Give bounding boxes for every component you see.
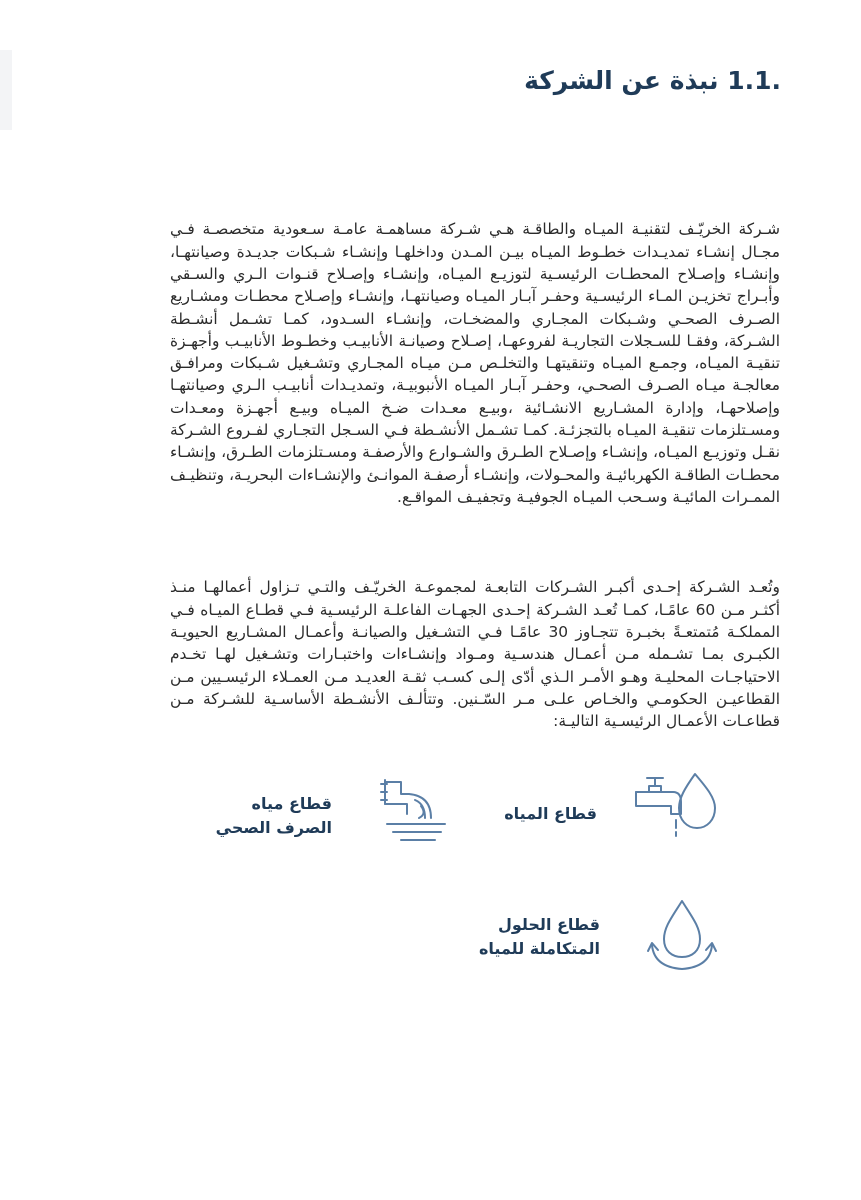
sector-integrated-solutions xyxy=(440,895,730,975)
sector-solutions-label-line1: قطاع الحلول xyxy=(497,915,600,934)
company-overview-paragraph: شـركة الخريّـف لتقنيـة الميـاه والطاقـة هـي شـركة مساهمـة عامـة سـعودية متخصصـة فـي مجـال إنشـاء تمديـدات خطـوط الميـاه بيـن المـدن وداخلهـا وإنشـاء شـبكات جديـدة وصيانتهـا، وإنشـاء وإصـلاح المحطـات الرئيسـية لتوزيـع الميـاه، وإنشـاء وإصـلاح قنـوات الـري والسـقي وأبـراج تخزيـن المـاء الرئيسـية وحفـر آبـار الميـاه وصيانتهـا، وإنشـاء وإصـلاح محطـات ومشـاريع الصـرف الصحـي وشـبكات المجـاري والمضخـات، وإنشـاء السـدود، كمـا تشـمل أنشـطة الشـركة، وفقـا للسـجلات التجاريـة لفروعهـا، إصـلاح وصيانـة الأنابيـب وخطـوط الأنابيـب وأجهـزة تنقيـة الميـاه، وجمـع الميـاه وتنقيتهـا والتخلـص مـن ميـاه المجـاري وتشـغيل شـبكات ومرافـق معالجـة ميـاه الصـرف الصحـي، وحفـر آبـار الميـاه الأنبوبيـة، وتمديـدات أنابيـب الـري وصيانتهـا وإصلاحهـا، وإدارة المشـاريع الانشـائية ،وبيـع معـدات ضـخ الميـاه وبيـع أجهـزة ومعـدات ومسـتلزمات تنقيـة الميـاه بالتجزئـة. كمـا تشـمل الأنشـطة فـي السـجل التجـاري لفـروع الشـركة نقـل وتوزيـع الميـاه، وإنشـاء وإصـلاح الطـرق والشـوارع والأرصفـة ومسـتلزمات الطـرق، وإنشـاء محطـات الطاقـة الكهربائيـة والمحـولات، وإنشـاء أرصفـة الموانـئ والإنشـاءات البحريـة، وتنظيـف الممـرات المائيـة وسـحب الميـاه الجوفيـة وتجفيـف المواقـع. xyxy=(170,220,780,506)
left-edge-strip xyxy=(0,50,12,130)
sector-wastewater-label-line1: قطاع مياه xyxy=(251,794,332,813)
pipe-outflow-icon xyxy=(373,770,448,848)
sector-wastewater-label-line2: الصرف الصحي xyxy=(215,818,332,837)
sector-solutions-label-line2: المتكاملة للمياه xyxy=(478,939,600,958)
company-history-paragraph: وتُعـد الشـركة إحـدى أكبـر الشـركات التابعـة لمجموعـة الخريّـف والتـي تـزاول أعمالهـا منـذ أكثـر مـن 60 عامًـا، كمـا تُعـد الشـركة إحـدى الجهـات الفاعلـة الرئيسـية فـي قطـاع الميـاه فـي المملكـة مُتمتعـةً بخبـرة تتجـاوز 30 عامًـا فـي التشـغيل والصيانـة وأعمـال المشـاريع الحيويـة الكبـرى بمـا تشـمله مـن أعمـال هندسـية ومـواد وإنشـاءات واختبـارات وتشـغيل لهـا تخـدم الاحتياجـات المحليـة وهـو الأمـر الـذي أدّى إلـى كسـب ثقـة العديـد مـن العمـلاء الرئيسـيين مـن القطاعيـن الحكومـي والخـاص علـى مـر السّـنين. وتتألـف الأنشـطة الأساسـية للشـركة مـن قطاعـات الأعمـال الرئيسـية التاليـة: xyxy=(170,578,781,731)
cycle-drop-icon xyxy=(640,895,725,973)
section-heading: .1.1 نبذة عن الشركة xyxy=(524,66,781,95)
faucet-drop-icon xyxy=(633,770,718,845)
sector-wastewater xyxy=(205,770,450,850)
sector-water xyxy=(500,770,720,845)
sector-water-label: قطاع المياه xyxy=(504,804,597,823)
